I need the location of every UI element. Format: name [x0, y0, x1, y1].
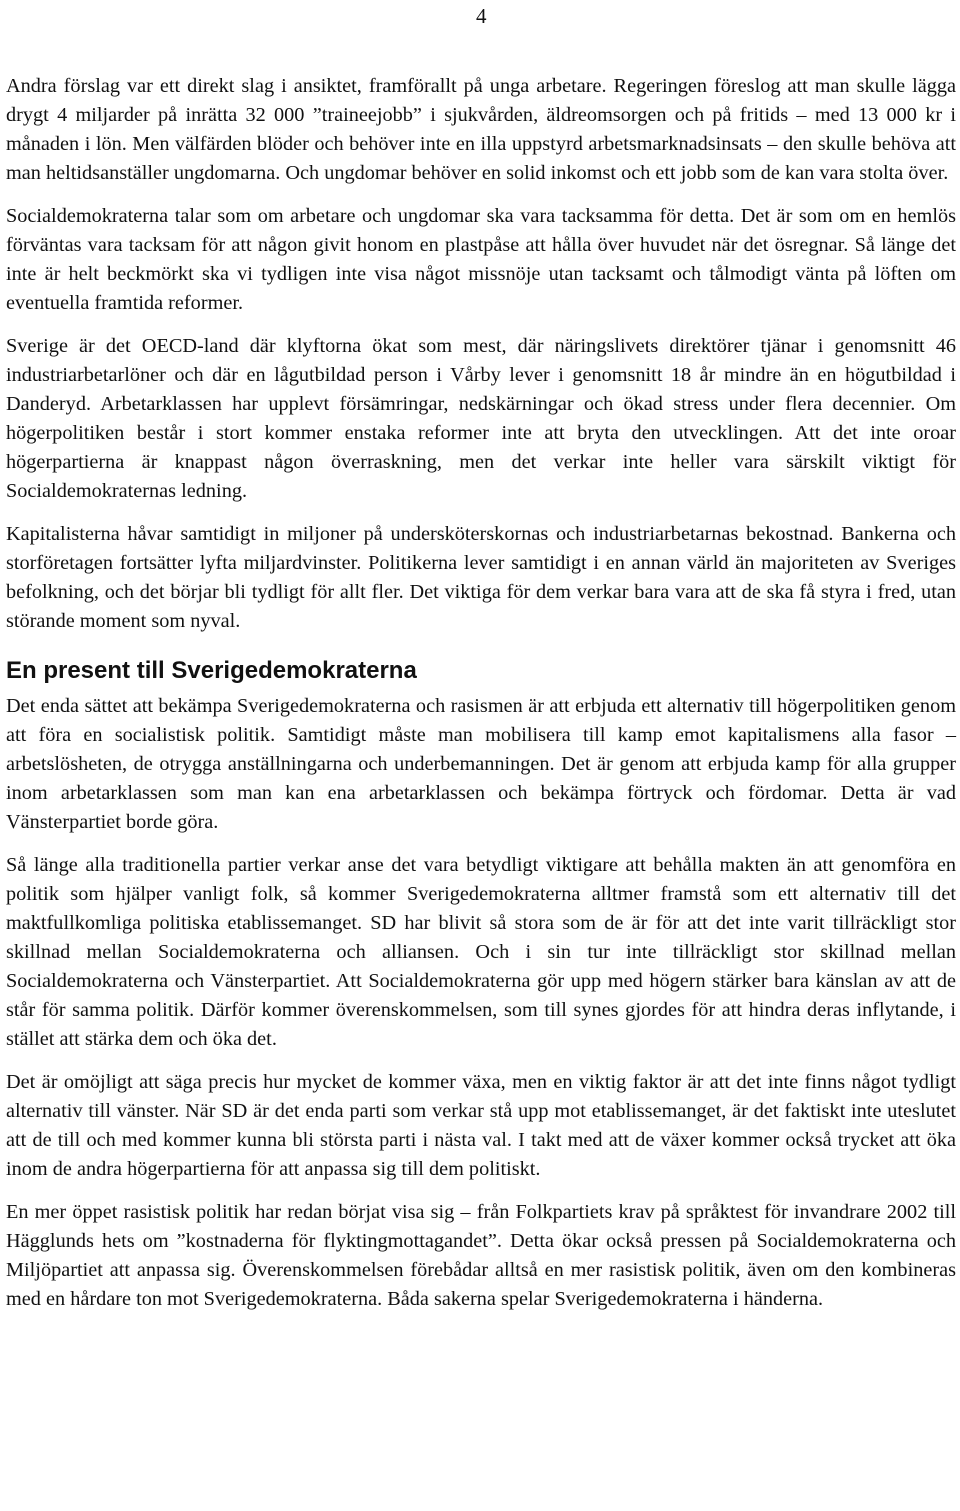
paragraph: Det enda sättet att bekämpa Sverigedemokraterna och rasismen är att erbjuda ett alternativ till högerpolitiken genom att föra en socialistisk politik. Samtidigt måste man mobilisera till kamp emot kapitalismens alla fasor – arbetslösheten, de otrygga anställningarna och underbemanningen. Det är genom att erbjuda kamp för alla grupper inom arbetarklassen som man kan ena arbetarklassen och bekämpa förtryck och fördomar. Detta är vad Vänsterpartiet borde göra. — [6, 695, 956, 833]
paragraph: Sverige är det OECD-land där klyftorna ökat som mest, där näringslivets direktörer tjänar i genomsnitt 46 industriarbetarlöner och där en lågutbildad person i Vårby lever i genomsnitt 18 år mindre än en högutbildad i Danderyd. Arbetarklassen har upplevt försämringar, nedskärningar och ökad stress under flera decennier. Om högerpolitiken består i stort kommer enstaka reformer inte att bryta den utvecklingen. Att det inte oroar högerpartierna är knappast någon överraskning, men det verkar inte heller vara särskilt viktigt för Socialdemokraternas ledning. — [6, 335, 956, 502]
page-number: 4 — [476, 4, 487, 28]
document-body — [6, 72, 956, 1328]
paragraph: Socialdemokraterna talar som om arbetare och ungdomar ska vara tacksamma för detta. Det är som om en hemlös förväntas vara tacksam för att någon givit honom en plastpåse att hålla över huvudet när det ösregnar. Så länge det inte är helt beckmörkt ska vi tydligen inte visa något missnöje utan tacksamt och tålmodigt vänta på löften om eventuella framtida reformer. — [6, 205, 956, 314]
paragraph: Så länge alla traditionella partier verkar anse det vara betydligt viktigare att behålla makten än att genomföra en politik som hjälper vanligt folk, så kommer Sverigedemokraterna alltmer framstå som ett alternativ till det maktfullkomliga politiska etablissemanget. SD har blivit så stora som de är för att det inte varit tillräckligt stor skillnad mellan Socialdemokraterna och alliansen. Och i sin tur inte tillräckligt stor skillnad mellan Socialdemokraterna och Vänsterpartiet. Att Socialdemokraterna gör upp med högern stärker bara känslan av att de står för samma politik. Därför kommer överenskommelsen, som till synes gjordes för att hindra deras inflytande, i stället att stärka dem och öka det. — [6, 854, 956, 1050]
paragraph: Andra förslag var ett direkt slag i ansiktet, framförallt på unga arbetare. Regeringen föreslog att man skulle lägga drygt 4 miljarder på inrätta 32 000 ”traineejobb” i sjukvården, äldreomsorgen och på fritids – med 13 000 kr i månaden i lön. Men välfärden blöder och behöver inte en illa uppstyrd arbetsmarknadsinsats – den skulle behöva att man heltidsanställer ungdomarna. Och ungdomar behöver en solid inkomst och ett jobb som de kan vara stolta över. — [6, 75, 956, 184]
section-heading: En present till Sverigedemokraterna — [6, 657, 417, 684]
paragraph: Kapitalisterna håvar samtidigt in miljoner på undersköterskornas och industriarbetarnas bekostnad. Bankerna och storföretagen fortsätter lyfta miljardvinster. Politikerna lever samtidigt i en annan värld än majoriteten av Sveriges befolkning, och det börjar bli tydligt för allt fler. Det viktiga för dem verkar bara vara att de ska få styra i fred, utan störande moment som nyval. — [6, 523, 956, 632]
paragraph: En mer öppet rasistisk politik har redan börjat visa sig – från Folkpartiets krav på språktest för invandrare 2002 till Hägglunds hets om ”kostnaderna för flyktingmottagandet”. Detta ökar också pressen på Socialdemokraterna och Miljöpartiet att anpassa sig. Överenskommelsen förebådar alltså en mer rasistisk politik, även om den kombineras med en hårdare ton mot Sverigedemokraterna. Båda sakerna spelar Sverigedemokraterna i händerna. — [6, 1201, 956, 1310]
paragraph: Det är omöjligt att säga precis hur mycket de kommer växa, men en viktig faktor är att det inte finns något tydligt alternativ till vänster. När SD är det enda parti som verkar stå upp mot etablissemanget, är det faktiskt inte uteslutet att de till och med kommer kunna bli största parti i nästa val. I takt med att de växer kommer också trycket att öka inom de andra högerpartierna för att anpassa sig till dem politiskt. — [6, 1071, 956, 1180]
